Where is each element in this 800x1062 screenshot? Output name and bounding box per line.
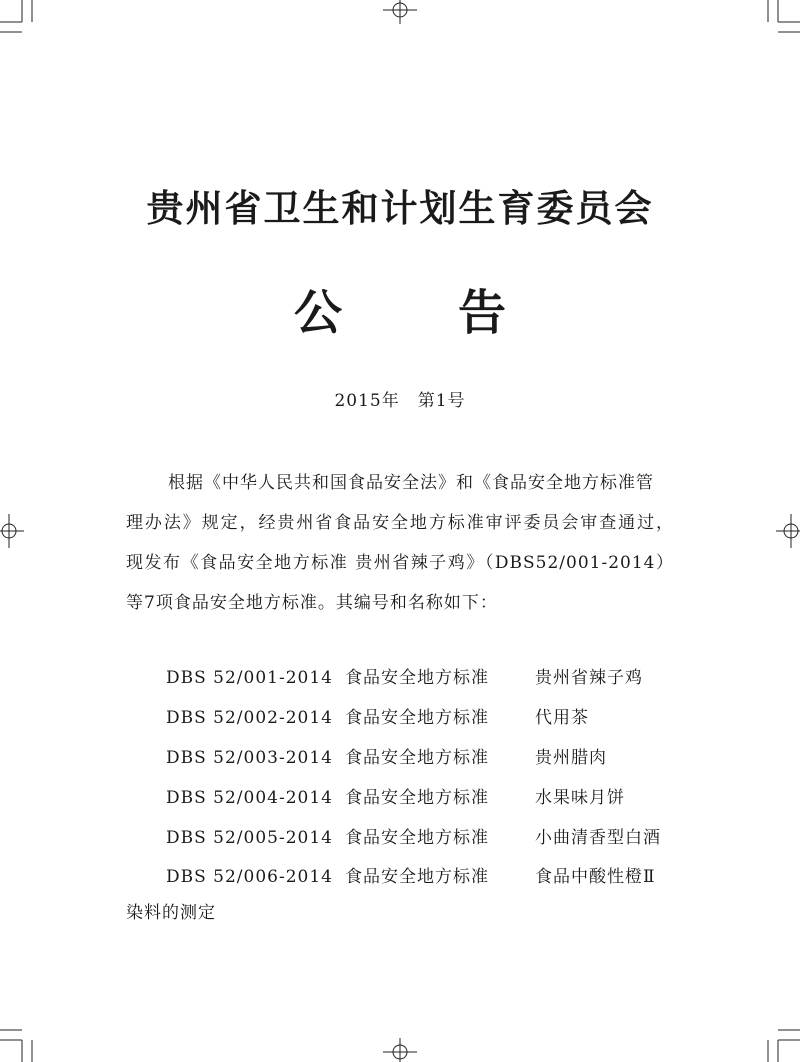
standard-row <box>0 862 800 892</box>
standard-category: 食品安全地方标准 <box>345 748 489 768</box>
standard-category: 食品安全地方标准 <box>345 668 489 688</box>
standard-row <box>0 783 800 813</box>
standard-code: DBS 52/004-2014 <box>166 788 333 808</box>
standard-row <box>0 743 800 773</box>
standard-category: 食品安全地方标准 <box>345 788 489 808</box>
body-line: 等7项食品安全地方标准。其编号和名称如下： <box>126 593 498 613</box>
standard-category: 食品安全地方标准 <box>345 708 489 728</box>
standard-code: DBS 52/001-2014 <box>166 668 333 688</box>
standard-row <box>0 663 800 693</box>
heading-char-1: 公 <box>293 285 342 341</box>
announcement-heading <box>0 283 800 343</box>
standard-name: 代用茶 <box>535 708 589 728</box>
body-line: 根据《中华人民共和国食品安全法》和《食品安全地方标准管 <box>168 473 654 493</box>
standard-code: DBS 52/005-2014 <box>166 828 333 848</box>
body-line: 理办法》规定，经贵州省食品安全地方标准审评委员会审查通过， <box>126 513 674 533</box>
document-number: 2015年 第1号 <box>334 391 466 411</box>
issuer-title: 贵州省卫生和计划生育委员会 <box>146 186 654 230</box>
heading-char-2: 告 <box>458 285 507 341</box>
standard-category: 食品安全地方标准 <box>345 867 489 887</box>
standard-code: DBS 52/002-2014 <box>166 708 333 728</box>
standard-name: 小曲清香型白酒 <box>535 828 661 848</box>
standard-code: DBS 52/003-2014 <box>166 748 333 768</box>
standard-name: 贵州省辣子鸡 <box>535 668 643 688</box>
body-line: 现发布《食品安全地方标准 贵州省辣子鸡》（DBS52/001-2014） <box>126 553 674 573</box>
body-paragraph <box>126 463 674 623</box>
standard-code: DBS 52/006-2014 <box>166 867 333 887</box>
standard-name-continuation: 染料的测定 <box>126 903 216 923</box>
standard-category: 食品安全地方标准 <box>345 828 489 848</box>
standard-name: 水果味月饼 <box>535 788 625 808</box>
standard-row <box>0 703 800 733</box>
standard-row <box>0 823 800 853</box>
standard-name: 食品中酸性橙Ⅱ <box>535 867 656 887</box>
standard-name: 贵州腊肉 <box>535 748 607 768</box>
